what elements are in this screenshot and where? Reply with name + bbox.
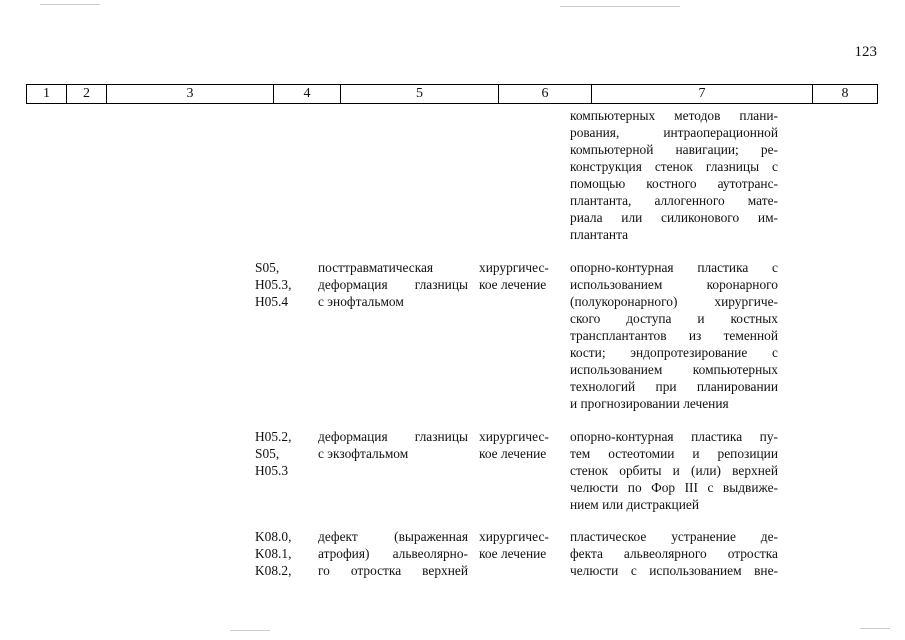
- text-line: риала или силиконового им-: [570, 210, 778, 225]
- header-row: [27, 85, 878, 104]
- text-line: использованием коронарного: [570, 277, 778, 292]
- row-3-codes: [255, 528, 313, 579]
- row-1-codes: [255, 259, 313, 310]
- text-line: конструкция стенок глазницы с: [570, 159, 778, 174]
- text-line: хирургичес-: [479, 260, 549, 275]
- scan-artifact: [40, 4, 100, 5]
- icd-code: H05.4: [255, 294, 289, 309]
- text-line: плантанта: [570, 227, 629, 242]
- continued-method-text: [570, 107, 778, 243]
- header-col-2: 2: [67, 85, 107, 104]
- text-line: челюсти с использованием вне-: [570, 563, 778, 578]
- header-col-4: 4: [274, 85, 341, 104]
- header-col-6: 6: [499, 85, 592, 104]
- text-line: стенок орбиты и (или) верхней: [570, 463, 778, 478]
- column-number-header: [26, 84, 878, 104]
- icd-code: K08.1,: [255, 546, 292, 561]
- row-2-method: [570, 428, 778, 513]
- text-line: фекта альвеолярного отростка: [570, 546, 778, 561]
- row-2-codes: [255, 428, 313, 479]
- text-line: челюсти по Фор III с выдвиже-: [570, 480, 778, 495]
- text-line: кое лечение: [479, 277, 547, 292]
- text-line: посттравматическая: [318, 260, 434, 275]
- text-line: атрофия) альвеолярно-: [318, 546, 468, 561]
- icd-code: H05.2,: [255, 429, 292, 444]
- text-line: деформация глазницы: [318, 429, 468, 444]
- header-col-8: 8: [813, 85, 878, 104]
- text-line: хирургичес-: [479, 429, 549, 444]
- text-line: хирургичес-: [479, 529, 549, 544]
- text-line: компьютерной навигации; ре-: [570, 142, 778, 157]
- text-line: рования, интраоперационной: [570, 125, 778, 140]
- header-col-7: 7: [592, 85, 813, 104]
- page-number: 123: [854, 44, 877, 60]
- header-col-1: 1: [27, 85, 67, 104]
- icd-code: K08.0,: [255, 529, 292, 544]
- text-line: деформация глазницы: [318, 277, 468, 292]
- text-line: ского доступа и костных: [570, 311, 778, 326]
- icd-code: S05,: [255, 260, 280, 275]
- text-line: и прогнозировании лечения: [570, 396, 729, 411]
- header-col-3: 3: [107, 85, 274, 104]
- text-line: пластическое устранение де-: [570, 529, 778, 544]
- scan-artifact: [560, 6, 680, 7]
- row-3-method: [570, 528, 778, 579]
- row-1-treatment: [479, 259, 559, 293]
- header-col-5: 5: [341, 85, 499, 104]
- text-line: кое лечение: [479, 446, 547, 461]
- text-line: дефект (выраженная: [318, 529, 468, 544]
- text-line: технологий при планировании: [570, 379, 778, 394]
- text-line: с энофтальмом: [318, 294, 404, 309]
- text-line: го отростка верхней: [318, 563, 468, 578]
- row-1-diagnosis: [318, 259, 468, 310]
- text-line: использованием компьютерных: [570, 362, 778, 377]
- text-line: опорно-контурная пластика пу-: [570, 429, 778, 444]
- text-line: (полукоронарного) хирургиче-: [570, 294, 778, 309]
- row-3-treatment: [479, 528, 559, 562]
- text-line: кости; эндопротезирование с: [570, 345, 778, 360]
- icd-code: H05.3: [255, 463, 289, 478]
- row-1-method: [570, 259, 778, 412]
- text-line: кое лечение: [479, 546, 547, 561]
- text-line: трансплантантов из теменной: [570, 328, 778, 343]
- text-line: компьютерных методов плани-: [570, 108, 778, 123]
- scan-artifact: [860, 628, 890, 629]
- icd-code: S05,: [255, 446, 280, 461]
- icd-code: H05.3,: [255, 277, 292, 292]
- scan-artifact: [230, 630, 270, 631]
- text-line: тем остеотомии и репозиции: [570, 446, 778, 461]
- text-line: помощью костного аутотранс-: [570, 176, 778, 191]
- text-line: плантанта, аллогенного мате-: [570, 193, 778, 208]
- text-line: опорно-контурная пластика с: [570, 260, 778, 275]
- icd-code: K08.2,: [255, 563, 292, 578]
- row-3-diagnosis: [318, 528, 468, 579]
- text-line: нием или дистракцией: [570, 497, 699, 512]
- row-2-diagnosis: [318, 428, 468, 462]
- text-line: с экзофтальмом: [318, 446, 409, 461]
- row-2-treatment: [479, 428, 559, 462]
